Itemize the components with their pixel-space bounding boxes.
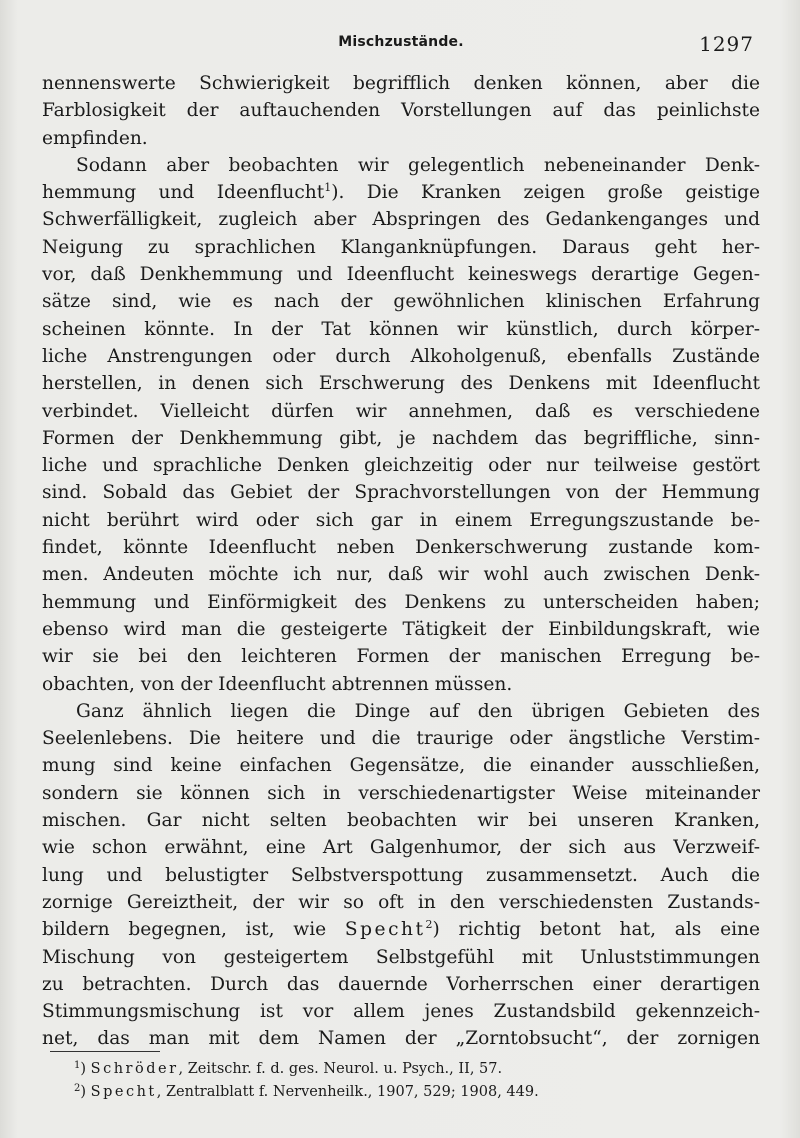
text-line: Ganz ähnlich liegen die Dinge auf den übrigen Gebieten des (76, 700, 760, 722)
text-line: empfinden. (42, 127, 148, 149)
footnote-ref-1[interactable]: 1 (324, 181, 332, 195)
text-line: zornige Gereiztheit, der wir so oft in den verschiedensten Zustands- (42, 891, 760, 913)
text-line: obachten, von der Ideenflucht abtrennen müssen. (42, 673, 513, 695)
text-line: ebenso wird man die gesteigerte Tätigkeit der Einbildungskraft, wie (42, 618, 760, 640)
footnote-text: , Zentralblatt f. Nervenheilk., 1907, 529; 1908, 449. (156, 1084, 539, 1100)
text-line: Seelenlebens. Die heitere und die traurige oder ängstliche Verstim- (42, 728, 760, 750)
text-line: sätze sind, wie es nach der gewöhnlichen klinischen Erfahrung (42, 291, 760, 313)
text-segment: ). (331, 182, 345, 204)
text-line: scheinen könnte. In der Tat können wir künstlich, durch körper- (42, 318, 760, 340)
footnotes (74, 1058, 734, 1104)
text-line: men. Andeuten möchte ich nur, daß wir wohl auch zwischen Denk- (42, 564, 760, 586)
text-line: sondern sie können sich in verschiedenartigster Weise miteinander (42, 782, 760, 804)
paragraph-2 (42, 152, 760, 698)
text-line: Sodann aber beobachten wir gelegentlich nebeneinander Denk- (76, 154, 760, 176)
footnote-text: , Zeitschr. f. d. ges. Neurol. u. Psych., II, 57. (178, 1061, 503, 1077)
text-segment: richtig betont hat, als eine (458, 919, 760, 941)
paragraph-3 (42, 698, 760, 1053)
page-header (42, 30, 760, 60)
text-line: lung und belustigter Selbstverspottung zusammensetzt. Auch die (42, 864, 760, 886)
footnote-rule (50, 1051, 160, 1052)
author-name-specht: Specht (344, 919, 426, 941)
body-text (42, 70, 760, 1053)
text-line: nicht berührt wird oder sich gar in einem Erregungszustande be- (42, 509, 760, 531)
text-line: hemmung und Einförmigkeit des Denkens zu unterscheiden haben; (42, 591, 760, 613)
text-segment: hemmung und Ideenflucht (42, 182, 325, 204)
text-line: wir sie bei den leichteren Formen der manischen Erregung be- (42, 646, 760, 668)
footnote-mark: 2 (74, 1083, 81, 1094)
text-line: liche und sprachliche Denken gleichzeitig oder nur teilweise gestört (42, 455, 760, 477)
footnote-author: Schröder (90, 1061, 179, 1077)
page-number: 1297 (699, 32, 754, 56)
text-line: Farblosigkeit der auftauchenden Vorstellungen auf das peinlichste (42, 100, 760, 122)
running-title: Mischzustände. (338, 34, 464, 50)
text-line: Neigung zu sprachlichen Klanganknüpfungen. Daraus geht her- (42, 236, 760, 258)
text-line: nennenswerte Schwierigkeit begrifflich denken können, aber die (42, 73, 760, 94)
text-line: Formen der Denkhemmung gibt, je nachdem das begriffliche, sinn- (42, 427, 760, 449)
footnote-author: Specht (90, 1084, 157, 1100)
text-line: verbindet. Vielleicht dürfen wir annehmen, daß es verschiedene (42, 400, 760, 422)
text-line: sind. Sobald das Gebiet der Sprachvorstellungen von der Hemmung (42, 482, 760, 504)
text-line: findet, könnte Ideenflucht neben Denkerschwerung zustande kom- (42, 537, 760, 559)
text-line: liche Anstrengungen oder durch Alkoholgenuß, ebenfalls Zustände (42, 345, 760, 367)
text-line: wie schon erwähnt, eine Art Galgenhumor, der sich aus Verzweif- (42, 837, 760, 859)
text-line: net, das man mit dem Namen der „Zorntobsucht“, der zornigen (42, 1028, 760, 1050)
footnote-2: $^2$) Specht, Zentralblatt f. Nervenheilk., 1907, 529; 1908, 449. (74, 1083, 539, 1100)
text-segment: bildern begegnen, ist, wie (42, 919, 327, 941)
text-segment: Die Kranken zeigen große geistige (366, 182, 760, 204)
text-line: vor, daß Denkhemmung und Ideenflucht keineswegs derartige Gegen- (42, 264, 760, 286)
text-line: Stimmungsmischung ist vor allem jenes Zustandsbild gekennzeich- (42, 1001, 760, 1023)
text-line: mung sind keine einfachen Gegensätze, die einander ausschließen, (42, 755, 760, 777)
text-line: Mischung von gesteigertem Selbstgefühl mit Unluststimmungen (42, 946, 760, 968)
text-line (42, 179, 760, 206)
text-line: zu betrachten. Durch das dauernde Vorherrschen einer derartigen (42, 973, 760, 995)
text-line: herstellen, in denen sich Erschwerung des Denkens mit Ideenflucht (42, 373, 760, 395)
footnote-mark: 1 (74, 1060, 81, 1071)
text-line: Schwerfälligkeit, zugleich aber Abspringen des Gedankenganges und (42, 209, 760, 231)
footnote-ref-2[interactable]: 2 (425, 918, 433, 932)
footnote-1: $^1$) Schröder, Zeitschr. f. d. ges. Neurol. u. Psych., II, 57. (74, 1060, 503, 1077)
text-line (42, 916, 760, 943)
text-segment: ) (432, 919, 440, 941)
text-line: mischen. Gar nicht selten beobachten wir bei unseren Kranken, (42, 810, 760, 832)
paragraph-1 (42, 70, 760, 152)
